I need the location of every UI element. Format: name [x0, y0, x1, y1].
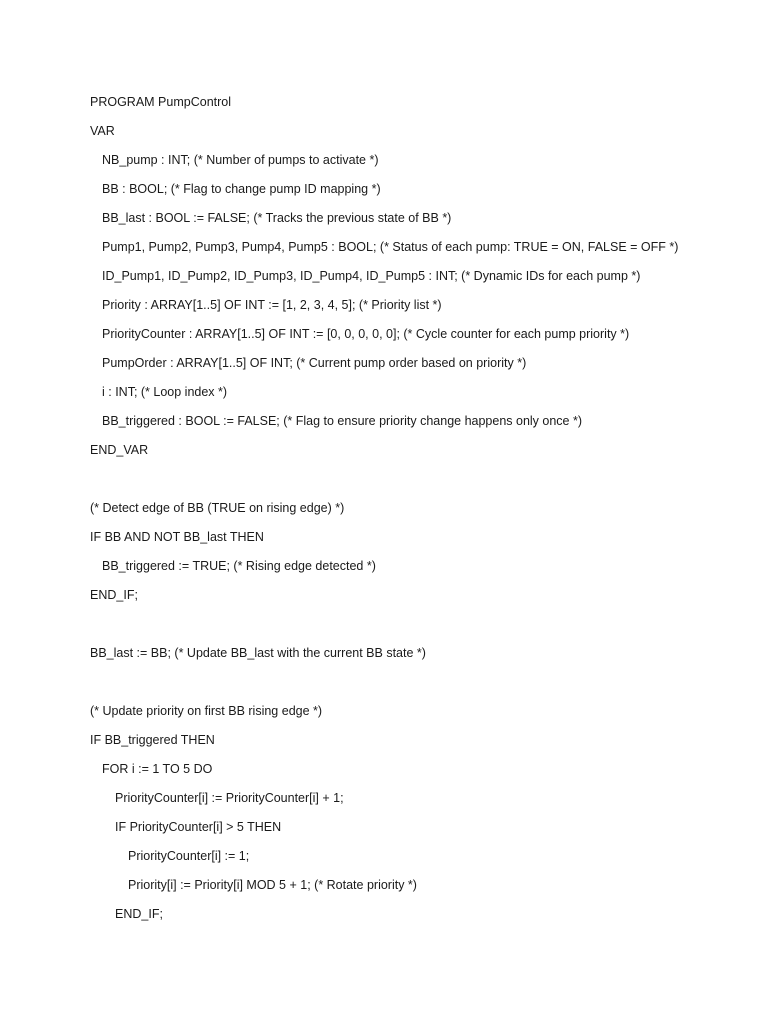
code-line: Priority[i] := Priority[i] MOD 5 + 1; (* Rotate priority *): [128, 878, 417, 892]
code-line: PriorityCounter[i] := PriorityCounter[i] + 1;: [115, 791, 344, 805]
code-line: Priority : ARRAY[1..5] OF INT := [1, 2, 3, 4, 5]; (* Priority list *): [102, 298, 442, 312]
code-line: Pump1, Pump2, Pump3, Pump4, Pump5 : BOOL; (* Status of each pump: TRUE = ON, FALSE = OFF *): [102, 240, 679, 254]
code-line: END_IF;: [115, 907, 163, 921]
code-line: (* Update priority on first BB rising edge *): [90, 704, 323, 718]
code-line: END_VAR: [90, 443, 149, 457]
code-line: BB : BOOL; (* Flag to change pump ID mapping *): [102, 182, 381, 196]
blank-line: [90, 614, 750, 643]
code-line: VAR: [90, 124, 115, 138]
blank-line: [90, 672, 750, 701]
code-line: BB_triggered : BOOL := FALSE; (* Flag to ensure priority change happens only once *): [102, 414, 583, 428]
code-line: IF BB AND NOT BB_last THEN: [90, 530, 264, 544]
code-line: ID_Pump1, ID_Pump2, ID_Pump3, ID_Pump4, ID_Pump5 : INT; (* Dynamic IDs for each pump *): [102, 269, 641, 283]
blank-line: [90, 469, 750, 498]
code-line: END_IF;: [90, 588, 138, 602]
code-line: PROGRAM PumpControl: [90, 95, 232, 109]
code-listing: [90, 92, 750, 933]
code-line: i : INT; (* Loop index *): [102, 385, 228, 399]
code-line: IF BB_triggered THEN: [90, 733, 215, 747]
code-line: NB_pump : INT; (* Number of pumps to activate *): [102, 153, 379, 167]
code-line: PriorityCounter[i] := 1;: [128, 849, 250, 863]
code-line: PumpOrder : ARRAY[1..5] OF INT; (* Current pump order based on priority *): [102, 356, 527, 370]
code-line: BB_last := BB; (* Update BB_last with the current BB state *): [90, 646, 426, 660]
code-line: IF PriorityCounter[i] > 5 THEN: [115, 820, 282, 834]
code-line: BB_last : BOOL := FALSE; (* Tracks the previous state of BB *): [102, 211, 452, 225]
code-line: FOR i := 1 TO 5 DO: [102, 762, 213, 776]
code-line: PriorityCounter : ARRAY[1..5] OF INT := [0, 0, 0, 0, 0]; (* Cycle counter for each pump priority *): [102, 327, 630, 341]
code-line: (* Detect edge of BB (TRUE on rising edge) *): [90, 501, 345, 515]
code-line: BB_triggered := TRUE; (* Rising edge detected *): [102, 559, 376, 573]
